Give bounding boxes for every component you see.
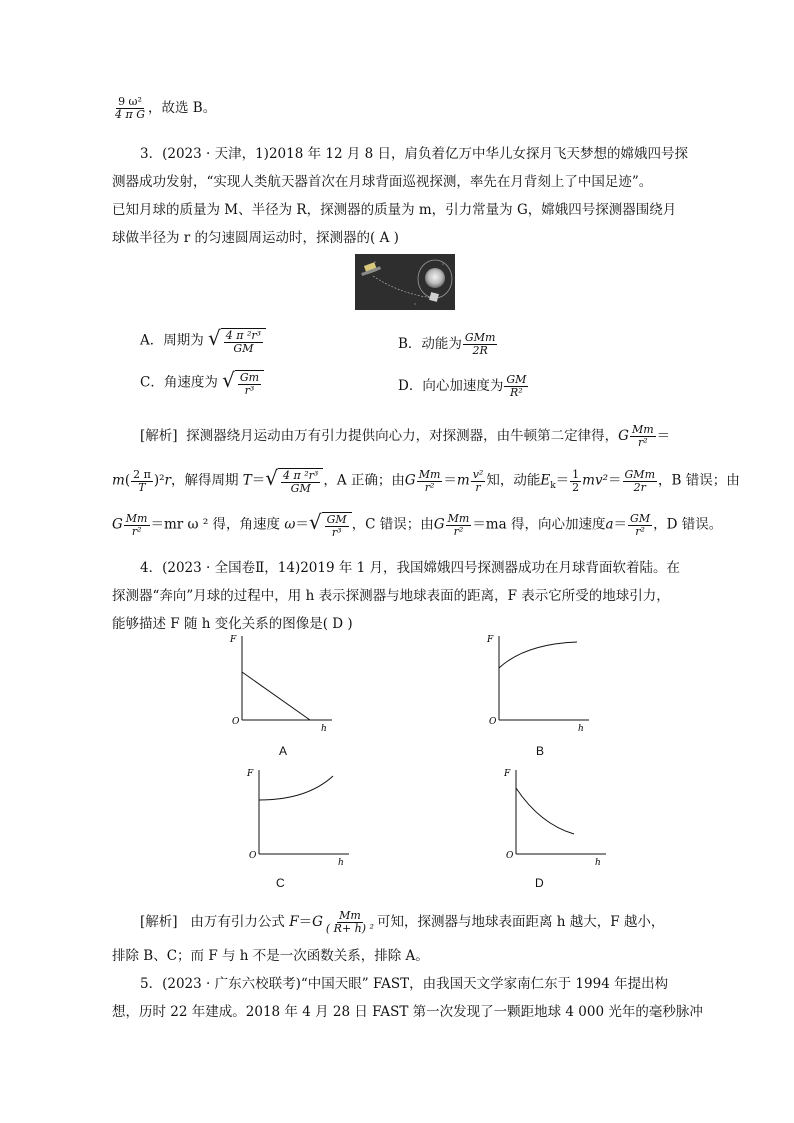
analysis-tag: [解析] xyxy=(140,914,178,930)
q3-line-3: 已知月球的质量为 M、半径为 R，探测器的质量为 m，引力常量为 G，嫦娥四号探测器围绕月 xyxy=(112,202,677,218)
q5-line-1: 5．(2023 · 广东六校联考)“中国天眼” FAST，由我国天文学家南仁东于 1994 年提出构 xyxy=(140,976,669,992)
option-a-label: A．周期为 xyxy=(140,332,204,349)
analysis-text: ，B 错误；由 xyxy=(658,472,740,489)
fraction-denominator: 4 π G xyxy=(115,108,146,121)
option-d-label: D．向心加速度为 xyxy=(398,378,504,394)
graph-b xyxy=(485,632,597,738)
svg-text:F: F xyxy=(247,769,254,779)
q3-option-d xyxy=(398,374,529,399)
fraction-numerator: GM xyxy=(506,373,527,387)
q4-analysis-line-2: 排除 B、C；而 F 与 h 不是一次函数关系，排除 A。 xyxy=(112,948,429,964)
sqrt-expression: √ $\frac{\text{4 π ²r³}}{GM}$ xyxy=(208,328,266,354)
analysis-text: ，A 正确；由 xyxy=(323,472,405,489)
svg-text:O: O xyxy=(232,717,240,727)
q3-option-c xyxy=(140,370,264,396)
fraction-denominator: r² xyxy=(637,436,648,449)
svg-text:F: F xyxy=(487,635,494,645)
q3-line-1: 3．(2023 · 天津，1)2018 年 12 月 8 日，肩负着亿万中华儿女探月飞天梦想的嫦娥四号探 xyxy=(140,146,689,162)
q3-option-b xyxy=(398,332,498,357)
graph-d xyxy=(502,766,614,872)
svg-text:F: F xyxy=(504,769,511,779)
q3-analysis-line-2: m( $\frac{2 \pi}{T}$ )²r，解得周期 T＝ √ $\frac{\text{4 π ²r³}}{GM}$ ，A 正确；由G $\frac{Mm}{\text{r²}}$ ＝m $\frac{\text{v²}}{r}$ 知，动能$E_k=$ $\frac{1}{2}$ mv²＝ $\frac{\text{GMm}}{2r}$ ，B 错误；由 xyxy=(112,466,740,495)
analysis-text: ＝ma 得，向心加速度 xyxy=(472,516,606,533)
graph-c-label: C xyxy=(276,876,285,890)
svg-text:h: h xyxy=(578,724,584,734)
q3-analysis-line-3: G $\frac{Mm}{\text{r²}}$ ＝mr ω ² 得，角速度 ω＝ √ $\frac{GM}{\text{r³}}$ ，C 错误；由G $\frac{Mm}{\text{r²}}$ ＝ma 得，向心加速度a＝ $\frac{GM}{\text{r²}}$ ，D 错误。 xyxy=(112,510,723,539)
q3-analysis-line-1: [解析] 探测器绕月运动由万有引力提供向心力，对探测器，由牛顿第二定律得，G $\frac{Mm}{\text{r²}}$ ＝ xyxy=(140,423,671,449)
q3-line-4: 球做半径为 r 的匀速圆周运动时，探测器的( A ) xyxy=(112,230,399,246)
answer-text: ，故选 B。 xyxy=(148,100,217,116)
svg-text:O: O xyxy=(249,851,257,861)
svg-text:O: O xyxy=(489,717,497,727)
graph-a-label: A xyxy=(279,744,288,758)
svg-text:h: h xyxy=(338,858,344,868)
analysis-text: ，D 错误。 xyxy=(653,516,723,533)
fraction-numerator: Mm xyxy=(631,423,654,437)
fraction-denominator: R² xyxy=(510,386,523,399)
fraction-denominator: ( R+ h) ² xyxy=(325,922,374,935)
svg-text:F: F xyxy=(230,635,237,645)
option-b-label: B．动能为 xyxy=(398,336,462,352)
fraction-numerator: Mm xyxy=(339,909,361,923)
q3-option-a xyxy=(140,328,266,354)
graph-d-label: D xyxy=(535,876,544,890)
analysis-text: ，解得周期 xyxy=(170,472,239,489)
q4-line-2: 探测器“奔向”月球的过程中，用 h 表示探测器与地球表面的距离，F 表示它所受的地球引力， xyxy=(112,588,670,604)
analysis-tag: [解析] xyxy=(140,428,178,444)
probe-orbit-photo xyxy=(355,254,455,310)
q3-line-2: 测器成功发射，“实现人类航天器首次在月球背面巡视探测，率先在月背刻上了中国足迹”。 xyxy=(112,174,653,190)
sqrt-expression: √ $\frac{Gm}{\text{r³}}$ xyxy=(222,370,264,396)
q4-line-3: 能够描述 F 随 h 变化关系的图像是( D ) xyxy=(112,616,353,632)
option-c-label: C．角速度为 xyxy=(140,374,218,391)
fraction-denominator: GM xyxy=(233,341,254,355)
fraction-numerator: Gm xyxy=(239,371,260,384)
graph-c xyxy=(245,766,357,872)
graph-b-label: B xyxy=(536,744,545,758)
q4-analysis-line-1: [解析] 由万有引力公式 F＝G $\frac{Mm}{\text{( R+ h) ²}}$ 可知，探测器与地球表面距离 h 越大，F 越小， xyxy=(140,909,665,935)
graph-a xyxy=(228,632,340,738)
fraction-numerator: 9 ω² xyxy=(118,95,142,109)
svg-text:O: O xyxy=(506,851,514,861)
analysis-text: 探测器绕月运动由万有引力提供向心力，对探测器，由牛顿第二定律得， xyxy=(186,428,619,444)
analysis-text: ，C 错误；由 xyxy=(351,516,434,533)
analysis-text: 可知，探测器与地球表面距离 h 越大，F 越小， xyxy=(376,914,665,930)
svg-text:h: h xyxy=(595,858,601,868)
analysis-text: 由万有引力公式 xyxy=(190,914,285,930)
svg-text:h: h xyxy=(321,724,327,734)
analysis-text: ＝mr ω ² 得，角速度 xyxy=(150,516,281,533)
q5-line-2: 想，历时 22 年建成。2018 年 4 月 28 日 FAST 第一次发现了一颗距地球 4 000 光年的毫秒脉冲 xyxy=(112,1004,703,1020)
fraction-numerator: GMm xyxy=(464,331,496,345)
analysis-text: 知，动能 xyxy=(486,472,541,489)
fraction-denominator: 2R xyxy=(472,344,488,357)
fraction-numerator: 4 π ²r³ xyxy=(225,329,262,342)
fraction-denominator: r³ xyxy=(244,383,255,397)
previous-answer-tail xyxy=(112,96,216,121)
q4-line-1: 4．(2023 · 全国卷Ⅱ，14)2019 年 1 月，我国嫦娥四号探测器成功在月球背面软着陆。在 xyxy=(140,560,681,576)
